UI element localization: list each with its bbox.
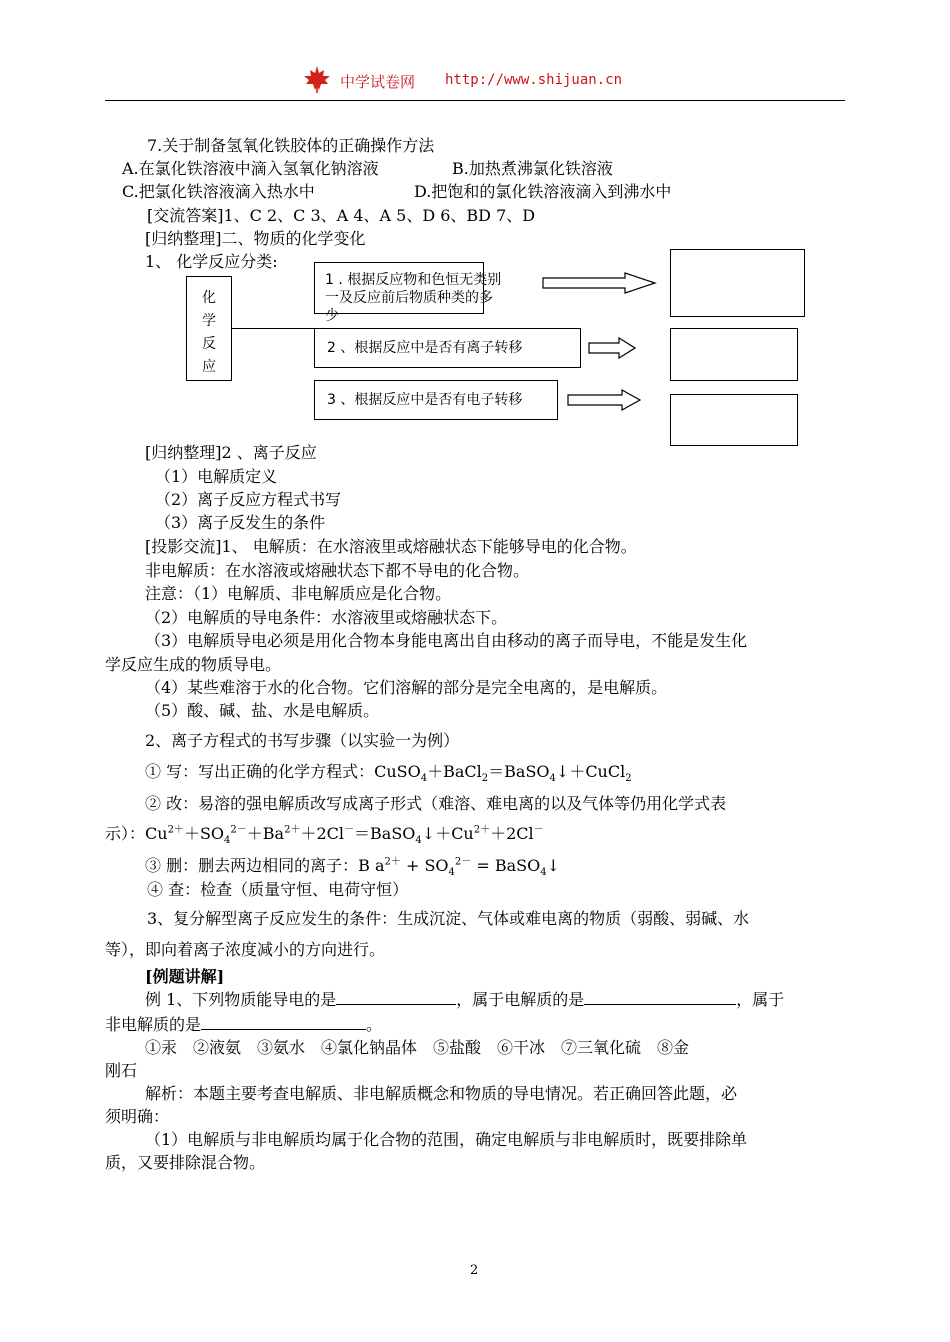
options-line-2: 刚石 <box>105 1061 138 1080</box>
equation-3: B $a^{2+} + SO_4^{2-}$ = BaSO$_4$↓ <box>358 856 560 879</box>
step-4: ④ 查：检查（质量守恒、电荷守恒） <box>147 880 409 899</box>
analysis-line-2: 须明确： <box>105 1107 170 1126</box>
criterion-box-1 <box>314 262 502 324</box>
step-3 <box>145 856 560 879</box>
criterion-2-text: 2 、根据反应中是否有离子转移 <box>327 340 523 356</box>
connector-line <box>232 328 314 329</box>
summary2-item-1: （1）电解质定义 <box>155 467 278 486</box>
answers-line: [交流答案]1、C 2、C 3、A 4、A 5、D 6、BD 7、D <box>147 206 536 225</box>
ex1-text-b: ，属于电解质的是 <box>456 990 585 1009</box>
conductive-blank[interactable] <box>336 990 456 1005</box>
result-box-1 <box>670 249 805 317</box>
step-3-label: ③ 删：删去两边相同的离子： <box>145 856 359 875</box>
chem-reaction-box <box>186 276 232 381</box>
arrow-1-icon <box>540 272 660 294</box>
nonelectrolyte-blank[interactable] <box>201 1015 366 1030</box>
q7-option-a: A.在氯化铁溶液中滴入氢氧化钠溶液 <box>122 159 379 178</box>
summary2-item-2: （2）离子反应方程式书写 <box>155 490 342 509</box>
step-2-line-2 <box>105 824 544 847</box>
projection-line: [投影交流]1、 电解质：在水溶液里或熔融状态下能够导电的化合物。 <box>145 537 637 556</box>
summary2-item-3: （3）离子反发生的条件 <box>155 513 326 532</box>
example-1-line-1 <box>145 990 784 1010</box>
analysis-point-1-line-2: 质，又要排除混合物。 <box>105 1153 266 1172</box>
step-1-label: ① 写：写出正确的化学方程式： <box>145 762 375 781</box>
step-1 <box>145 762 632 785</box>
note-2: （2）电解质的导电条件：水溶液里或熔融状态下。 <box>145 608 508 627</box>
example-heading: [例题讲解] <box>145 967 225 986</box>
result-box-3 <box>670 394 798 446</box>
analysis-point-1-line-1: （1）电解质与非电解质均属于化合物的范围，确定电解质与非电解质时，既要排除单 <box>145 1130 748 1149</box>
arrow-2-icon <box>587 337 639 359</box>
ex1-text-d: 非电解质的是 <box>105 1015 202 1034</box>
steps-title: 2、离子方程式的书写步骤（以实验一为例） <box>145 731 460 750</box>
note-5: （5）酸、碱、盐、水是电解质。 <box>145 701 380 720</box>
arrow-3-icon <box>566 389 646 411</box>
page-number: 2 <box>470 1263 479 1278</box>
q7-option-b: B.加热煮沸氯化铁溶液 <box>452 159 613 178</box>
ex1-text-e: 。 <box>366 1015 383 1034</box>
ex1-text-a: 例 1、下列物质能导电的是 <box>145 990 337 1009</box>
criterion-box-2 <box>314 328 581 368</box>
chem-char-4: 应 <box>202 359 216 375</box>
maple-leaf-logo-icon <box>302 64 332 94</box>
condition-line-1: 3、复分解型离子反应发生的条件：生成沉淀、气体或难电离的物质（弱酸、弱碱、水 <box>147 909 750 928</box>
q7-option-c: C.把氯化铁溶液滴入热水中 <box>122 182 315 201</box>
electrolyte-blank[interactable] <box>584 990 736 1005</box>
q7-option-d: D.把饱和的氯化铁溶液滴入到沸水中 <box>414 182 672 201</box>
site-url[interactable]: http://www.shijuan.cn <box>445 72 623 88</box>
example-1-line-2 <box>105 1015 382 1035</box>
note-4: （4）某些难溶于水的化合物。它们溶解的部分是完全电离的，是电解质。 <box>145 678 668 697</box>
ex1-text-c: ，属于 <box>736 990 785 1009</box>
chem-char-3: 反 <box>202 336 216 352</box>
chem-char-1: 化 <box>202 290 216 306</box>
analysis-line-1: 解析：本题主要考查电解质、非电解质概念和物质的导电情况。若正确回答此题，必 <box>145 1084 738 1103</box>
step-2-line-1: ② 改：易溶的强电解质改写成离子形式（难溶、难电离的以及气体等仍用化学式表 <box>145 794 727 813</box>
site-name: 中学试卷网 <box>340 73 416 91</box>
nonelectrolyte-line: 非电解质：在水溶液或熔融状态下都不导电的化合物。 <box>145 561 530 580</box>
classify-heading: 1、 化学反应分类: <box>145 252 278 271</box>
header-rule <box>105 100 845 101</box>
result-box-2 <box>670 328 798 381</box>
criterion-1-text: 1 . 根据反应物和色恒无类别一及反应前后物质种类的多少 <box>325 272 502 324</box>
criterion-box-3 <box>314 380 558 420</box>
options-line-1: ①汞 ②液氨 ③氨水 ④氯化钠晶体 ⑤盐酸 ⑥干冰 ⑦三氧化硫 ⑧金 <box>145 1038 690 1057</box>
condition-line-2: 等），即向着离子浓度减小的方向进行。 <box>105 940 386 959</box>
summary-heading-1: [归纳整理]二、物质的化学变化 <box>145 229 366 248</box>
note-3-line-1: （3）电解质导电必须是用化合物本身能电离出自由移动的离子而导电，不能是发生化 <box>145 631 748 650</box>
equation-1: CuSO$_4$＋BaCl$_2$＝BaSO$_4$↓＋CuCl$_2$ <box>374 762 632 785</box>
note-1: 注意：（1）电解质、非电解质应是化合物。 <box>145 584 452 603</box>
equation-2: $Cu^{2+}+SO_4^{2-}+Ba^{2+}+2Cl^-=BaSO_4↓+Cu^{2+}+2Cl^-$ <box>145 824 544 847</box>
summary-heading-2: [归纳整理]2 、离子反应 <box>145 443 317 462</box>
question-7: 7.关于制备氢氧化铁胶体的正确操作方法 <box>147 136 435 155</box>
chem-char-2: 学 <box>202 313 216 329</box>
step-2-label: 示）： <box>105 824 146 843</box>
note-3-line-2: 学反应生成的物质导电。 <box>105 655 282 674</box>
criterion-3-text: 3 、根据反应中是否有电子转移 <box>327 392 523 408</box>
